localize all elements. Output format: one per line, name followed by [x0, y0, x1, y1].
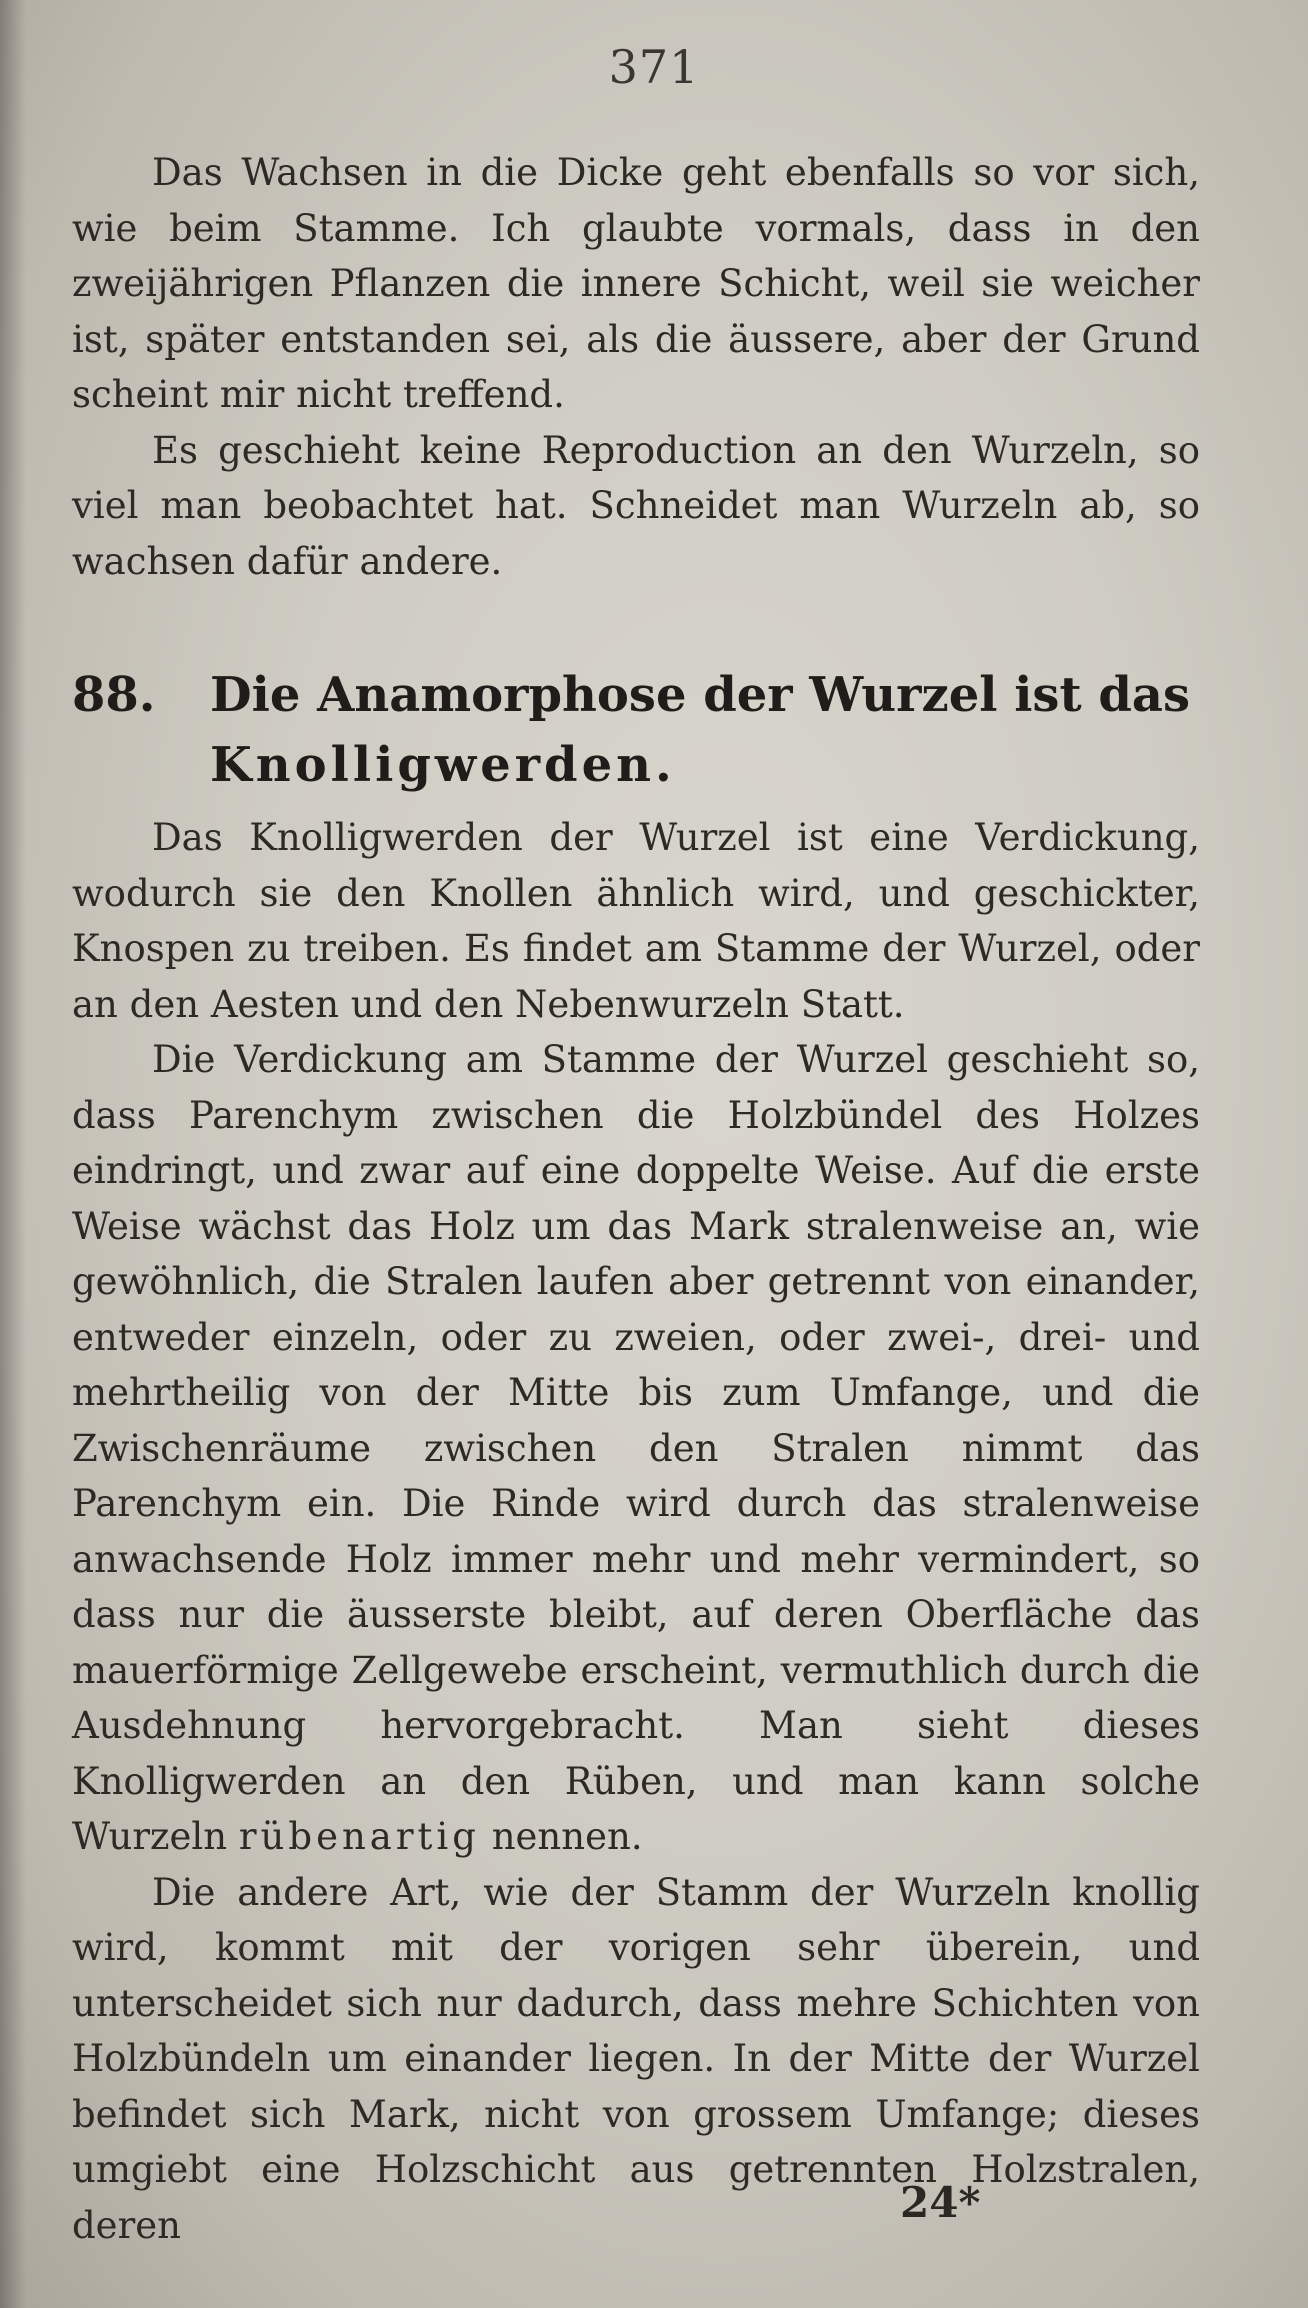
text-block-section — [72, 810, 1200, 2253]
section-title-line2: Knolligwerden. — [210, 737, 676, 793]
page-gutter-shadow — [0, 0, 26, 2308]
signature-mark: 24* — [900, 2178, 981, 2227]
section-title-line1: Die Anamorphose der Wurzel ist das — [210, 667, 1191, 723]
page-number: 371 — [608, 40, 700, 94]
emphasis-nennen: nennen. — [491, 1815, 643, 1858]
text-block-top — [72, 145, 1200, 589]
section-heading — [72, 660, 1200, 800]
paragraph-second-way: Die andere Art, wie der Stamm der Wurzeln knollig wird, kommt mit der vorigen sehr überein, und unterscheidet sich nur dadurch, dass mehre Schichten von Holzbündeln um einander liegen. In der Mitte der Wurzel befindet sich Mark, nicht von grossem Umfange; dieses umgiebt eine Holzschicht aus getrennten Holzstralen, deren — [72, 1870, 1200, 2247]
paragraph-definition: Das Knolligwerden der Wurzel ist eine Verdickung, wodurch sie den Knollen ähnlich wird, und geschickter, Knospen zu treiben. Es findet am Stamme der Wurzel, oder an den Aesten und den Nebenwurzeln Statt. — [72, 816, 1200, 1026]
emphasis-ruebenartig: rübenartig — [238, 1815, 480, 1858]
paragraph-reproduction: Es geschieht keine Reproduction an den Wurzeln, so viel man beobachtet hat. Schneidet man Wurzeln ab, so wachsen dafür andere. — [72, 428, 1200, 583]
paragraph-first-way-text: Die Verdickung am Stamme der Wurzel geschieht so, dass Parenchym zwischen die Holzbündel des Holzes eindringt, und zwar auf eine doppelte Weise. Auf die erste Weise wächst das Holz um das Mark stralenweise an, wie gewöhnlich, die Stralen laufen aber getrennt von einander, entweder einzeln, oder zu zweien, oder zwei-, drei- und mehrtheilig von der Mitte bis zum Umfange, und die Zwischenräume zwischen den Stralen nimmt das Parenchym ein. Die Rinde wird durch das stralenweise anwachsende Holz immer mehr und mehr vermindert, so dass nur die äusserste bleibt, auf deren Oberfläche das mauerförmige Zellgewebe erscheint, vermuthlich durch die Ausdehnung hervorgebracht. Man sieht dieses Knolligwerden an den Rüben, und man kann solche Wurzeln — [72, 1038, 1200, 1858]
section-number: 88. — [72, 667, 156, 723]
paragraph-growth: Das Wachsen in die Dicke geht ebenfalls so vor sich, wie beim Stamme. Ich glaubte vormals, dass in den zweijährigen Pflanzen die innere Schicht, weil sie weicher ist, später entstanden sei, als die äussere, aber der Grund scheint mir nicht treffend. — [72, 151, 1200, 416]
paragraph-first-way — [72, 1032, 1200, 1865]
